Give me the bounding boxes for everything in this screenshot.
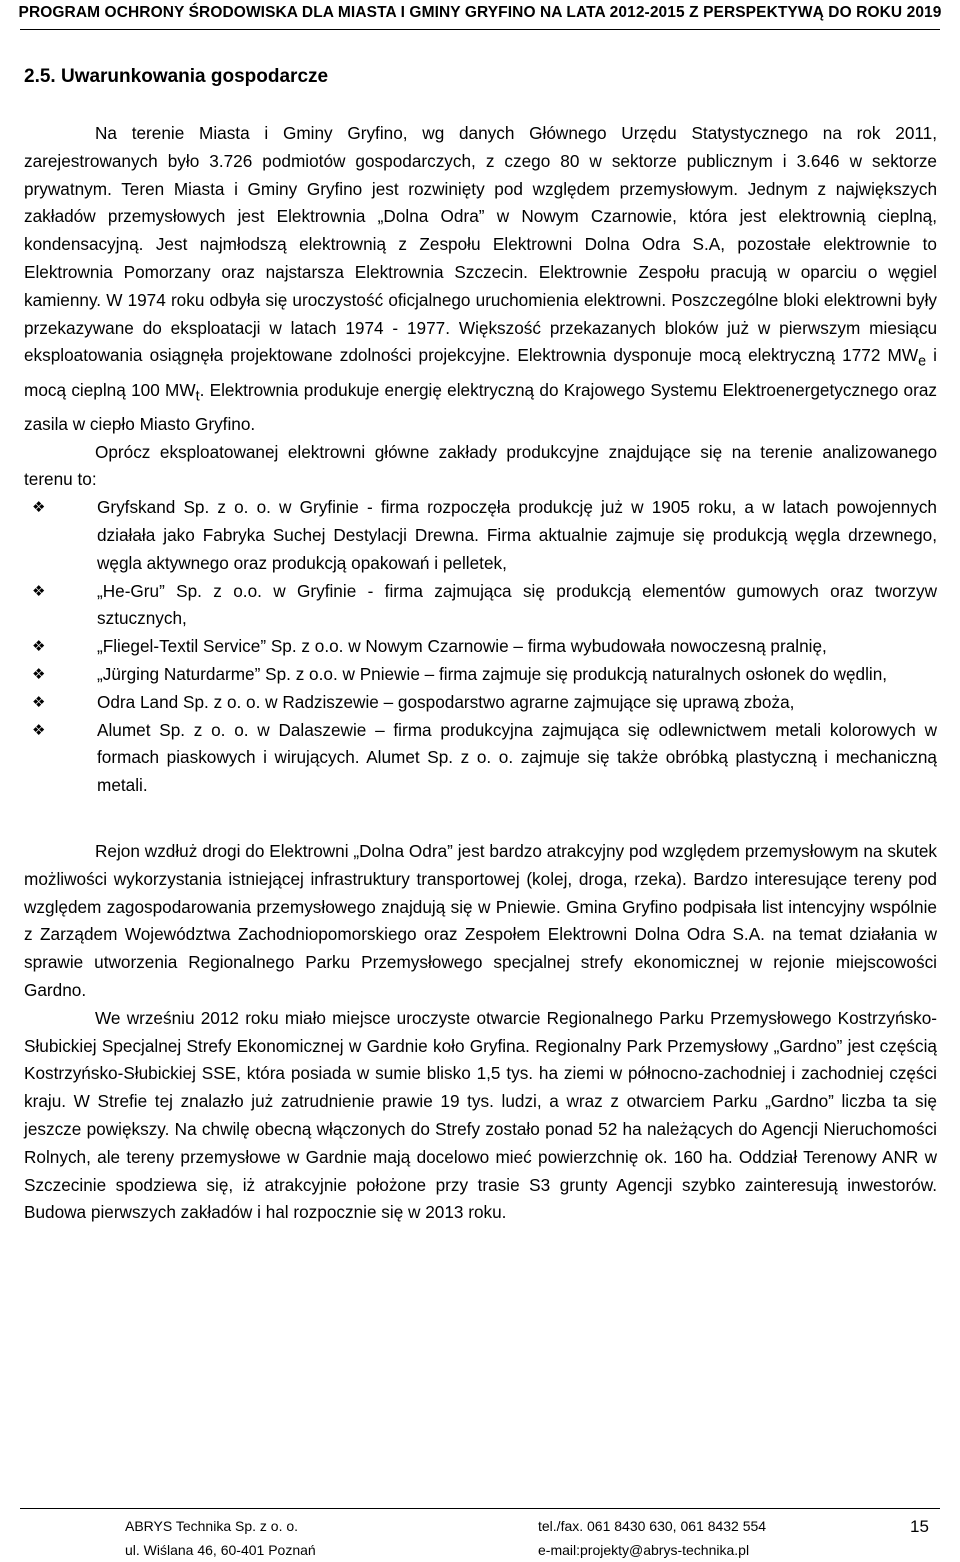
footer-divider <box>20 1508 940 1509</box>
footer-contact <box>538 1514 766 1562</box>
body-text <box>24 120 937 1227</box>
footer-company-info <box>125 1514 316 1562</box>
paragraph-park: We wrześniu 2012 roku miało miejsce uroczyste otwarcie Regionalnego Parku Przemysłowego Kostrzyńsko-Słubickiej Specjalnej Strefy Ekonomicznej w Gardnie koło Gryfina. Regionalny Park Przemysłowy „Gardno” jest częścią Kostrzyńsko-Słubickiej SSE, która posiada w sumie blisko 1,5 tys. ha ziemi w północno-zachodniej i zachodniej części kraju. W Strefie tej znalazło już zatrudnienie prawie 19 tys. ludzi, a wraz z otwarciem Parku „Gardno” liczba ta się jeszcze powiększy. Na chwilę obecną włączonych do Strefy zostało ponad 52 ha należących do Agencji Nieruchomości Rolnych, ale tereny przemysłowe w Gardnie mają docelowo mieć powierzchnię ok. 160 ha. Oddział Terenowy ANR w Szczecinie spodziewa się, iż atrakcyjnie położone przy trasie S3 grunty Agencji szybko zainteresują inwestorów. Budowa pierwszych zakładów i hal rozpocznie się w 2013 roku. <box>24 1007 937 1223</box>
bullet-icon: ❖ <box>32 638 46 656</box>
paragraph-power-plant: Na terenie Miasta i Gminy Gryfino, wg danych Głównego Urzędu Statystycznego na rok 2011, zarejestrowanych było 3.726 podmiotów gospodarczych, z czego 80 w sektorze publicznym i 3.646 w sektorze prywatnym. Teren Miasta i Gminy Gryfino jest rozwinięty pod względem przemysłowym. Jednym z największych zakładów przemysłowych jest Elektrownia „Dolna Odra” w Nowym Czarnowie, która jest elektrownią cieplną, kondensacyjną. Jest najmłodszą elektrownią z Zespołu Elektrowni Dolna Odra S.A, pozostałe elektrownie to Elektrownia Pomorzany oraz najstarsza Elektrownia Szczecin. Elektrownie Zespołu pracują w oparciu o węgiel kamienny. W 1974 roku odbyła się uroczystość oficjalnego uruchomienia elektrowni. Poszczególne bloki elektrowni były przekazywane do eksploatacji w latach 1974 - 1977. Większość przekazanych bloków już w pierwszym miesiącu eksploatowania osiągnęła projektowane zdolności projekcyjne. Elektrownia dysponuje mocą elektryczną 1772 $MW_e$ i mocą cieplną 100 $MW_t$. Elektrownia produkuje energię elektryczną do Krajowego Systemu Elektroenergetycznego oraz zasila w ciepło Miasto Gryfino. <box>24 123 937 434</box>
list-item: ❖ „Jürging Naturdarme” Sp. z o.o. w Pniewie – firma zajmuje się produkcją naturalnych osłonek do wędlin, <box>24 661 937 689</box>
footer-address: ul. Wiślana 46, 60-401 Poznań <box>125 1542 316 1558</box>
paragraph-intro-list: Oprócz eksploatowanej elektrowni główne zakłady produkcyjne znajdujące się na terenie analizowanego terenu to: <box>24 441 937 490</box>
list-item: ❖ „He-Gru” Sp. z o.o. w Gryfinie - firma zajmująca się produkcją elementów gumowych oraz tworzyw sztucznych, <box>24 578 937 634</box>
bullet-icon: ❖ <box>32 499 46 517</box>
section-title: 2.5. Uwarunkowania gospodarcze <box>24 66 329 87</box>
header-divider <box>20 29 940 30</box>
page-number: 15 <box>910 1517 929 1536</box>
list-item: ❖ Gryfskand Sp. z o. o. w Gryfinie - firma rozpoczęła produkcję już w 1905 roku, a w latach powojennych działała jako Fabryka Suchej Destylacji Drewna. Firma aktualnie zajmuje się produkcją węgla drzewnego, węgla aktywnego oraz produkcją opakowań i pelletek, <box>24 494 937 577</box>
header-title: PROGRAM OCHRONY ŚRODOWISKA DLA MIASTA I GMINY GRYFINO NA LATA 2012-2015 Z PERSPEKTYWĄ DO ROKU 2019 <box>18 4 942 21</box>
list-item: ❖ Odra Land Sp. z o. o. w Radziszewie – gospodarstwo agrarne zajmujące się uprawą zboża, <box>24 689 937 717</box>
bullet-icon: ❖ <box>32 693 46 711</box>
document-header <box>0 0 960 30</box>
footer-email: e-mail:projekty@abrys-technika.pl <box>538 1542 750 1558</box>
bullet-icon: ❖ <box>32 666 46 684</box>
footer-company: ABRYS Technika Sp. z o. o. <box>125 1518 299 1534</box>
spacer <box>24 800 937 838</box>
bullet-icon: ❖ <box>32 721 46 739</box>
paragraph-region: Rejon wzdłuż drogi do Elektrowni „Dolna Odra” jest bardzo atrakcyjny pod względem przemysłowym na skutek możliwości wykorzystania istniejącej infrastruktury transportowej (kolej, droga, rzeka). Bardzo interesujące tereny pod względem zagospodarowania przemysłowego znajdują się w Pniewie. Gmina Gryfino podpisała list intencyjny wspólnie z Zarządem Województwa Zachodniopomorskiego oraz Zespołem Elektrowni Dolna Odra S.A. na temat działania w sprawie utworzenia Regionalnego Parku Przemysłowego specjalnej strefy ekonomicznej w rejonie miejscowości Gardno. <box>24 841 937 1000</box>
list-item: ❖ Alumet Sp. z o. o. w Dalaszewie – firma produkcyjna zajmująca się odlewnictwem metali kolorowych w formach piaskowych i wirujących. Alumet Sp. z o. o. zajmuje się także obróbką plastyczną i mechaniczną metali. <box>24 717 937 800</box>
companies-list <box>24 494 937 800</box>
bullet-icon: ❖ <box>32 582 46 600</box>
list-item: ❖ „Fliegel-Textil Service” Sp. z o.o. w Nowym Czarnowie – firma wybudowała nowoczesną pralnię, <box>24 633 937 661</box>
footer-phone: tel./fax. 061 8430 630, 061 8432 554 <box>538 1518 767 1534</box>
